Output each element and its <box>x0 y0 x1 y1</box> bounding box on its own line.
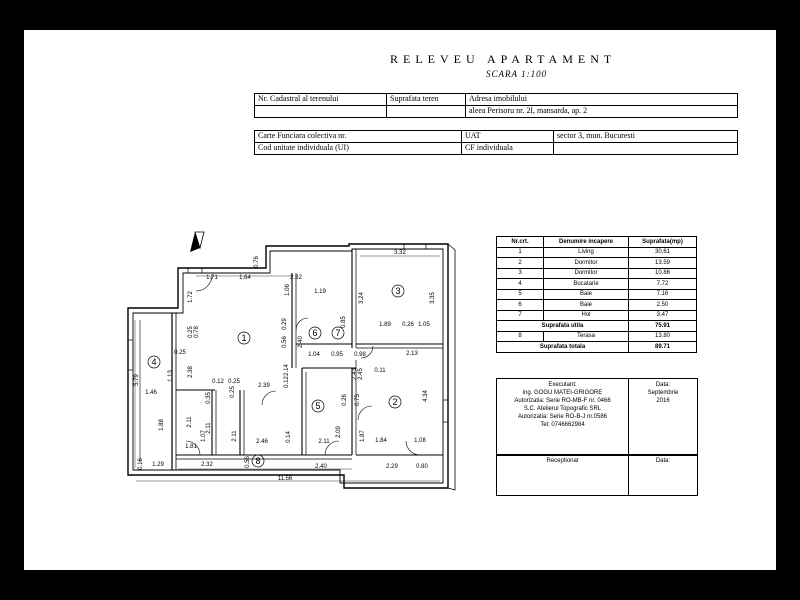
dim-text: 0.11 <box>374 368 386 374</box>
svg-text:1: 1 <box>241 333 247 343</box>
dim-text: 2.11 <box>232 430 238 442</box>
table-row: 3 Dormitor 10.86 <box>497 268 697 279</box>
dim-text: 0.29 <box>282 318 288 330</box>
dim-text: 5.79 <box>134 374 140 386</box>
dim-text: 2.40 <box>315 464 327 470</box>
dim-text: 2.09 <box>336 426 342 438</box>
dim-text: 0.56 <box>245 456 251 468</box>
dim-text: 2.11 <box>318 439 330 445</box>
north-arrow-icon <box>190 232 204 252</box>
dim-text: 1.72 <box>188 291 194 303</box>
cod-unitate-label: Cod unitate individuala (UI) <box>255 143 462 155</box>
svg-text:2: 2 <box>392 397 398 407</box>
room-label-4 <box>148 356 160 368</box>
room-label-3 <box>392 285 404 297</box>
dim-text: 0.26 <box>402 322 414 328</box>
dim-text: 3.35 <box>430 292 436 304</box>
dim-text: 2.11 <box>206 422 212 434</box>
dim-text: 0.26 <box>342 394 348 406</box>
address-value: aleea Perisoru nr. 2I, mansarda, ap. 2 <box>466 106 738 118</box>
dim-text: 2.46 <box>256 439 268 445</box>
dim-text: 0.25 <box>174 350 186 356</box>
dim-text: 1.87 <box>360 430 366 442</box>
dim-text: 2.32 <box>201 462 213 468</box>
scale-label: SCARA 1:100 <box>486 69 548 79</box>
address-label: Adresa imobilului <box>466 94 738 106</box>
table-row: 7 Hol 3.47 <box>497 310 697 321</box>
dim-text: 0.14 <box>286 431 292 443</box>
table-row: 8 Terasa 13.80 <box>497 331 697 342</box>
cadastral-number-label: Nr. Cadastral al terenului <box>255 94 387 106</box>
dim-text: 2.13 <box>406 351 418 357</box>
dim-text: 2.39 <box>258 383 270 389</box>
svg-text:4: 4 <box>151 357 157 367</box>
table-row: 5 Baie 7.16 <box>497 289 697 300</box>
dim-text: 1.29 <box>152 462 164 468</box>
dim-text: 1.71 <box>206 275 218 281</box>
col-header-name: Denumire incapere <box>544 237 629 248</box>
land-surface-label: Suprafata teren <box>387 94 466 106</box>
col-header-nr: Nr.crt. <box>497 237 544 248</box>
util-value: 75.91 <box>629 321 697 332</box>
dim-text: 2.45 <box>358 368 364 380</box>
dim-text: 0.25 <box>230 386 236 398</box>
dim-text: 0.16 <box>138 458 144 470</box>
dim-text: 0.75 <box>355 394 361 406</box>
dim-text: 1.07 <box>201 430 207 442</box>
room-surface-table <box>496 236 697 353</box>
cf-individuala-label: CF individuala <box>462 143 554 155</box>
dim-text: 1.84 <box>375 438 387 444</box>
svg-text:5: 5 <box>315 401 321 411</box>
dim-text: 1.05 <box>418 322 430 328</box>
room-label-1 <box>238 332 250 344</box>
dim-text: 1.13 <box>168 370 174 382</box>
dim-text: 0.78 <box>194 326 200 338</box>
total-row <box>497 342 697 353</box>
dim-text: 0.12 <box>284 376 290 388</box>
table-row: 4 Bucatarie 7.72 <box>497 279 697 290</box>
dim-text: 4.34 <box>423 390 429 402</box>
dim-text: 11.56 <box>277 476 293 482</box>
date-box-2: Data: <box>628 454 698 496</box>
receptionat-box: Receptionat <box>496 454 629 496</box>
room-label-6 <box>309 327 321 339</box>
dim-text: 0.80 <box>416 464 428 470</box>
dim-text: 2.32 <box>290 275 302 281</box>
svg-text:8: 8 <box>255 456 261 466</box>
table-row: 6 Baie 2.50 <box>497 300 697 311</box>
svg-text:3: 3 <box>395 286 401 296</box>
svg-text:6: 6 <box>312 328 318 338</box>
dim-text: 3.32 <box>394 250 406 256</box>
dim-text: 2.40 <box>298 336 304 348</box>
table-row: 1 Living 30.61 <box>497 247 697 258</box>
uat-value: sector 3, mun. Bucuresti <box>554 131 738 143</box>
util-label: Suprafata utila <box>497 321 629 332</box>
dim-text: 2.38 <box>188 366 194 378</box>
date-box: Data: Septembrie 2016 <box>628 378 698 456</box>
dim-text: 1.81 <box>185 444 197 450</box>
room-label-2 <box>389 396 401 408</box>
svg-text:7: 7 <box>335 328 341 338</box>
dim-text: 2.43 <box>352 368 358 380</box>
uat-label: UAT <box>462 131 554 143</box>
dim-text: 1.64 <box>239 275 251 281</box>
dim-text: 0.76 <box>254 256 260 268</box>
document-title: RELEVEU APARTAMENT <box>390 52 617 66</box>
total-value: 89.71 <box>629 342 697 353</box>
dim-text: 1.08 <box>414 438 426 444</box>
dim-text: 0.85 <box>341 316 347 328</box>
table-row: 2 Dormitor 13.59 <box>497 258 697 269</box>
total-label: Suprafata totala <box>497 342 629 353</box>
dim-text: 2.11 <box>187 416 193 428</box>
dim-text: 0.95 <box>331 352 343 358</box>
dim-text: 1.04 <box>308 352 320 358</box>
dim-text: 2.29 <box>386 464 398 470</box>
dim-text: 1.06 <box>285 284 291 296</box>
dim-text: 0.35 <box>206 392 212 404</box>
dim-text: 1.19 <box>314 289 326 295</box>
dim-text: 1.46 <box>145 390 157 396</box>
dim-text: 2.14 <box>284 364 290 376</box>
dim-text: 0.56 <box>282 336 288 348</box>
executant-box: Executant: ing. GOGU MATEI-GRIGORE Autorizatia: Serie RO-MB-F nr. 0466 S.C. Atelierul Topografic SRL Autorizatia: Serie RO-B-J nr.0586 Tel: 0746662984 <box>496 378 629 456</box>
dim-text: 0.12 <box>212 379 224 385</box>
room-label-5 <box>312 400 324 412</box>
dim-text: 3.24 <box>359 292 365 304</box>
dim-text: 0.98 <box>354 352 366 358</box>
util-row <box>497 321 697 332</box>
dim-text: 1.88 <box>159 419 165 431</box>
dim-text: 1.89 <box>379 322 391 328</box>
carte-funciara-label: Carte Funciara colectiva nr. <box>255 131 462 143</box>
dim-text: 0.25 <box>228 379 240 385</box>
col-header-surface: Suprafata(mp) <box>629 237 697 248</box>
dim-text: 0.25 <box>188 326 194 338</box>
room-label-8 <box>252 455 264 467</box>
